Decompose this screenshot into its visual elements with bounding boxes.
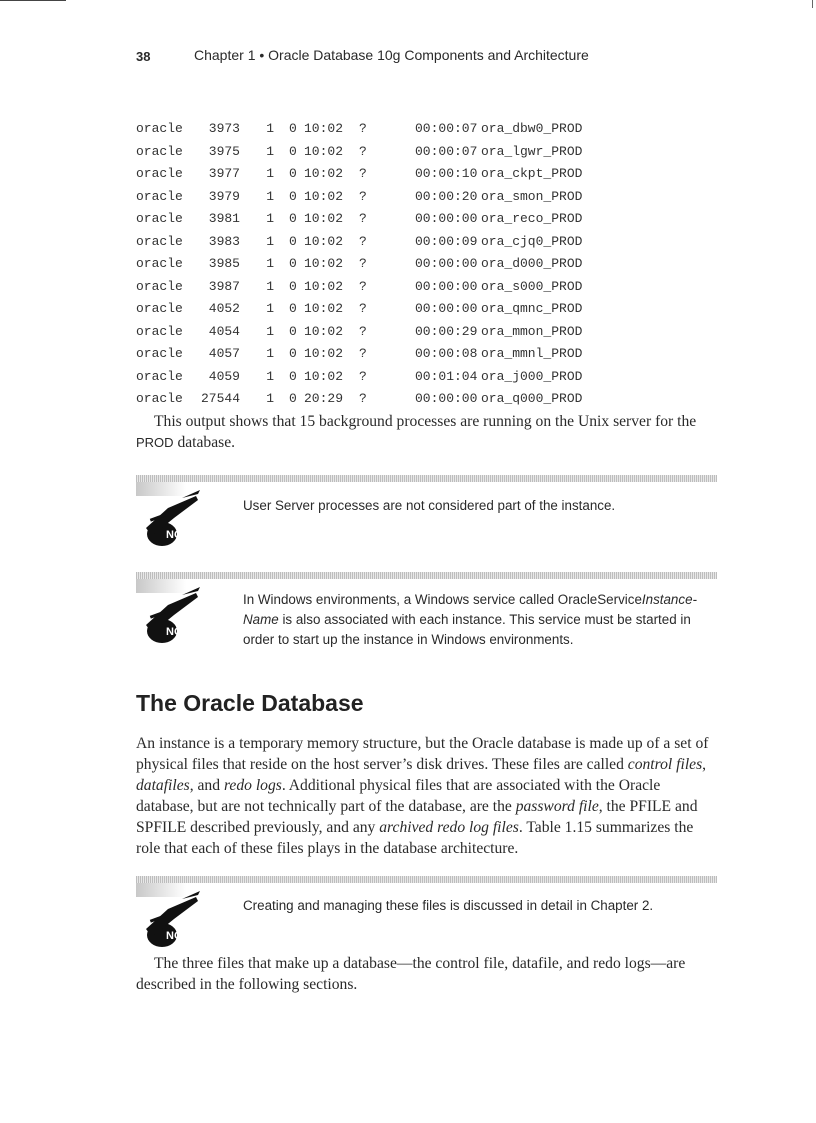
note-box [136,475,717,555]
svg-text:NOTE: NOTE [166,626,197,638]
database-paragraph [136,733,720,859]
note-text-italic: Instance-Name [243,592,697,627]
process-ppid: 1 [266,143,274,159]
process-tty: ? [359,323,367,339]
process-c: 0 [289,121,297,136]
note-icon [138,889,204,949]
process-time: 00:00:00 [415,391,478,406]
process-cmd: ora_q000_PROD [481,391,583,406]
process-cmd: ora_reco_PROD [481,211,583,226]
process-row [136,346,736,369]
process-tty: ? [359,278,367,294]
process-pid: 3979 [208,188,240,204]
process-time: 00:00:00 [415,301,478,316]
note-icon [138,488,204,548]
process-user: oracle [136,166,183,181]
note-box [136,572,717,662]
process-ppid: 1 [266,121,274,136]
process-stime: 10:02 [304,188,344,204]
term-control-files: control files [627,756,703,773]
process-pid: 3983 [208,233,240,249]
process-tty: ? [359,391,367,406]
process-pid: 3973 [208,121,240,136]
process-pid: 3981 [208,211,240,226]
process-row [136,189,736,212]
note-text-part: In Windows environments, a Windows service called OracleService [243,592,642,607]
process-cmd: ora_mmnl_PROD [481,346,583,361]
note-box [136,876,717,946]
term-datafiles: datafiles [136,777,190,794]
process-c: 0 [289,301,297,316]
process-tty: ? [359,166,367,181]
svg-text:NOTE: NOTE [166,930,197,942]
process-stime: 10:02 [304,166,344,181]
process-time: 00:00:20 [415,188,478,204]
process-ppid: 1 [266,301,274,316]
process-c: 0 [289,143,297,159]
process-stime: 10:02 [304,256,344,271]
process-ppid: 1 [266,166,274,181]
page-corner-mark [0,0,66,1]
process-ppid: 1 [266,188,274,204]
process-time: 00:01:04 [415,368,478,384]
process-time: 00:00:29 [415,323,478,339]
process-user: oracle [136,278,183,294]
process-c: 0 [289,368,297,384]
process-c: 0 [289,188,297,204]
process-pid: 4052 [208,301,240,316]
process-c: 0 [289,233,297,249]
process-ppid: 1 [266,211,274,226]
process-pid: 4057 [208,346,240,361]
process-time: 00:00:07 [415,143,478,159]
process-pid: 3985 [208,256,240,271]
process-stime: 10:02 [304,301,344,316]
process-stime: 10:02 [304,323,344,339]
process-pid: 3975 [208,143,240,159]
process-ppid: 1 [266,368,274,384]
svg-text:NOTE: NOTE [166,529,197,541]
closing-paragraph: The three files that make up a database—the control file, datafile, and redo logs—are described in the following sections. [136,955,686,993]
paragraph-text: . Table 1.15 summarizes the role that each of these files plays in the database architecture. [136,819,694,857]
paragraph-text: , [702,756,707,773]
process-cmd: ora_smon_PROD [481,188,583,204]
output-paragraph-text: This output shows that 15 background processes are running on the Unix server for the [154,413,697,430]
process-cmd: ora_dbw0_PROD [481,121,583,136]
paragraph-text: . Additional physical files that are associated with the Oracle database, but are not technically part of the database, are the [136,777,661,815]
note-text: Creating and managing these files is discussed in detail in Chapter 2. [243,898,654,913]
section-heading: The Oracle Database [136,690,364,716]
process-listing [136,121,736,414]
process-user: oracle [136,143,183,159]
process-pid: 4054 [208,323,240,339]
process-stime: 10:02 [304,233,344,249]
process-stime: 10:02 [304,278,344,294]
process-ppid: 1 [266,346,274,361]
paragraph-text: An instance is a temporary memory structure, but the Oracle database is made up of a set of physical files that reside on the host server’s disk drives. These files are called [136,735,709,773]
process-stime: 10:02 [304,368,344,384]
process-cmd: ora_d000_PROD [481,256,583,271]
process-pid: 3977 [208,166,240,181]
process-row [136,256,736,279]
process-time: 00:00:00 [415,211,478,226]
process-tty: ? [359,256,367,271]
process-row [136,211,736,234]
process-ppid: 1 [266,278,274,294]
process-c: 0 [289,211,297,226]
process-c: 0 [289,256,297,271]
note-rule [136,475,717,482]
process-stime: 10:02 [304,211,344,226]
process-tty: ? [359,346,367,361]
note-text: User Server processes are not considered part of the instance. [243,498,616,513]
process-user: oracle [136,121,183,136]
process-tty: ? [359,233,367,249]
process-pid: 27544 [200,391,240,406]
process-pid: 4059 [208,368,240,384]
process-stime: 20:29 [304,391,344,406]
process-stime: 10:02 [304,121,344,136]
process-tty: ? [359,121,367,136]
process-cmd: ora_s000_PROD [481,278,583,294]
note-rule [136,572,717,579]
process-ppid: 1 [266,323,274,339]
process-cmd: ora_lgwr_PROD [481,143,583,159]
process-user: oracle [136,211,183,226]
process-row [136,279,736,302]
process-row [136,369,736,392]
process-c: 0 [289,278,297,294]
process-ppid: 1 [266,391,274,406]
process-tty: ? [359,143,367,159]
process-user: oracle [136,323,183,339]
process-ppid: 1 [266,256,274,271]
term-redo-logs: redo logs [223,777,282,794]
process-user: oracle [136,256,183,271]
process-time: 00:00:07 [415,121,478,136]
process-row [136,144,736,167]
note-text-part: is also associated with each instance. This service must be started in order to start up the instance in Windows environments. [243,612,691,647]
paragraph-text: , the PFILE and SPFILE described previously, and any [136,798,698,836]
process-c: 0 [289,323,297,339]
process-time: 00:00:09 [415,233,478,249]
process-user: oracle [136,368,183,384]
term-password-file: password file [515,798,599,815]
process-user: oracle [136,188,183,204]
note-icon [138,585,204,645]
process-row [136,121,736,144]
page-number: 38 [136,49,151,64]
process-time: 00:00:00 [415,278,478,294]
process-stime: 10:02 [304,346,344,361]
chapter-title: Chapter 1 • Oracle Database 10g Components and Architecture [194,47,589,63]
process-row [136,324,736,347]
note-text [243,590,717,650]
process-tty: ? [359,301,367,316]
process-c: 0 [289,391,297,406]
process-user: oracle [136,233,183,249]
paragraph-text: , and [189,777,224,794]
page-corner-tick [812,0,813,8]
process-cmd: ora_ckpt_PROD [481,166,583,181]
process-cmd: ora_mmon_PROD [481,323,583,339]
process-c: 0 [289,166,297,181]
process-stime: 10:02 [304,143,344,159]
process-tty: ? [359,368,367,384]
process-row [136,166,736,189]
process-cmd: ora_cjq0_PROD [481,233,583,249]
process-time: 00:00:00 [415,256,478,271]
process-user: oracle [136,391,183,406]
process-tty: ? [359,188,367,204]
process-time: 00:00:08 [415,346,478,361]
process-cmd: ora_qmnc_PROD [481,301,583,316]
process-ppid: 1 [266,233,274,249]
process-user: oracle [136,301,183,316]
database-name-code: PROD [136,435,174,450]
process-cmd: ora_j000_PROD [481,368,583,384]
term-archived-redo-log-files: archived redo log files [379,819,519,836]
process-pid: 3987 [208,278,240,294]
process-time: 00:00:10 [415,166,478,181]
output-paragraph [136,411,720,453]
process-c: 0 [289,346,297,361]
process-row [136,234,736,257]
process-user: oracle [136,346,183,361]
note-rule [136,876,717,883]
process-tty: ? [359,211,367,226]
process-row [136,301,736,324]
output-paragraph-tail: database. [173,434,236,451]
